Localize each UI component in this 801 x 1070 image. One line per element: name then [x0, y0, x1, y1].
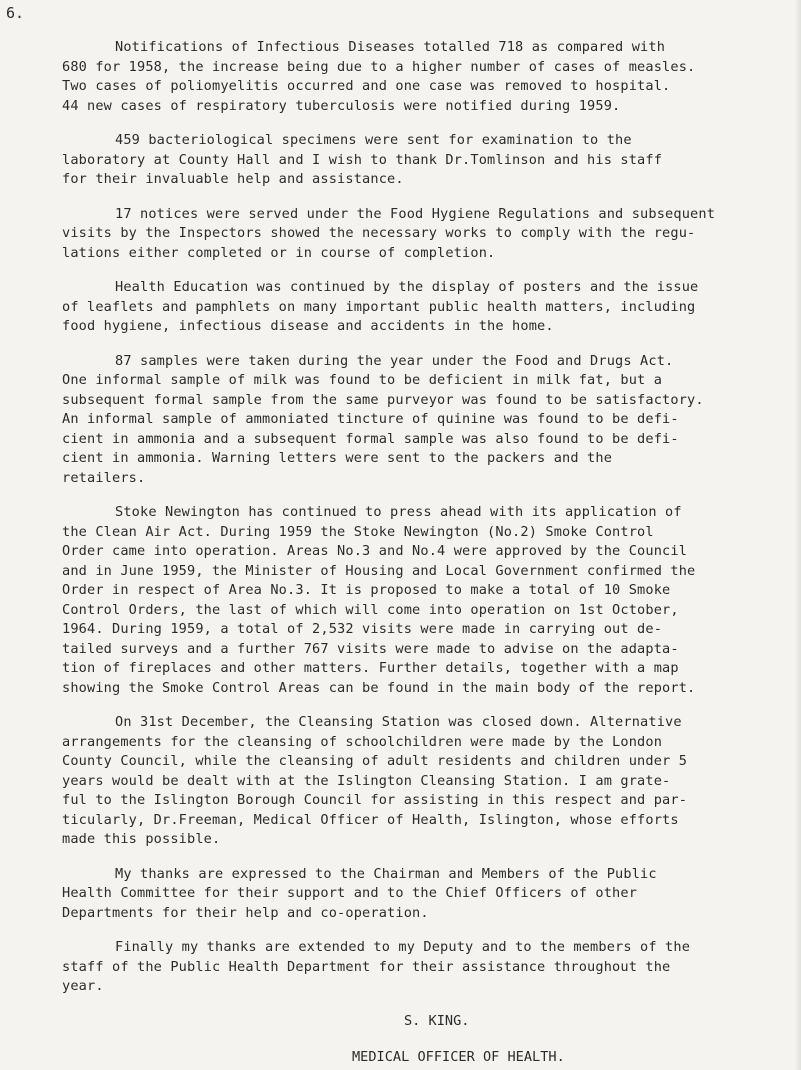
- text-line: year.: [62, 978, 104, 994]
- paragraph: [62, 865, 800, 924]
- text-line: showing the Smoke Control Areas can be found in the main body of the report.: [62, 679, 696, 696]
- signature-block: [62, 1012, 800, 1068]
- text-line: lations either completed or in course of completion.: [62, 244, 496, 261]
- text-line: 1964. During 1959, a total of 2,532 visits were made in carrying out de-: [62, 621, 663, 637]
- document-body: [62, 38, 800, 1068]
- text-line: ticularly, Dr.Freeman, Medical Officer of Health, Islington, whose efforts: [62, 811, 679, 828]
- text-line: made this possible.: [62, 831, 221, 847]
- text-line: subsequent formal sample from the same purveyor was found to be satisfactory.: [62, 391, 704, 408]
- text-line: years would be dealt with at the Islington Cleansing Station. I am grate-: [62, 772, 671, 789]
- text-line: staff of the Public Health Department for their assistance throughout the: [62, 958, 671, 975]
- text-line: cient in ammonia. Warning letters were sent to the packers and the: [62, 450, 613, 466]
- text-line: for their invaluable help and assistance.: [62, 171, 404, 187]
- text-line: Notifications of Infectious Diseases totalled 718 as compared with: [115, 39, 666, 55]
- text-line: tion of fireplaces and other matters. Further details, together with a map: [62, 660, 679, 676]
- text-line: Order in respect of Area No.3. It is proposed to make a total of 10 Smoke: [62, 582, 671, 598]
- text-line: 680 for 1958, the increase being due to a higher number of cases of measles.: [62, 58, 696, 75]
- text-line: cient in ammonia and a subsequent formal sample was also found to be defi-: [62, 430, 679, 447]
- text-line: of leaflets and pamphlets on many important public health matters, including: [62, 298, 696, 315]
- text-line: retailers.: [62, 469, 146, 486]
- paragraph: [62, 278, 800, 337]
- text-line: arrangements for the cleansing of schoolchildren were made by the London: [62, 733, 663, 750]
- text-line: the Clean Air Act. During 1959 the Stoke Newington (No.2) Smoke Control: [62, 523, 654, 540]
- text-line: and in June 1959, the Minister of Housing and Local Government confirmed the: [62, 562, 696, 579]
- signatory-name: S. KING.: [404, 1012, 470, 1029]
- text-line: Departments for their help and co-operation.: [62, 904, 429, 921]
- text-line: 87 samples were taken during the year under the Food and Drugs Act.: [115, 352, 674, 369]
- text-line: Order came into operation. Areas No.3 and No.4 were approved by the Council: [62, 543, 688, 559]
- text-line: tailed surveys and a further 767 visits were made to advise on the adapta-: [62, 640, 679, 657]
- paragraph: [62, 38, 800, 116]
- text-line: food hygiene, infectious disease and accidents in the home.: [62, 318, 554, 334]
- text-line: Stoke Newington has continued to press ahead with its application of: [115, 504, 682, 520]
- text-line: Control Orders, the last of which will come into operation on 1st October,: [62, 601, 679, 618]
- paragraph: [62, 713, 800, 850]
- paragraph-list: [62, 38, 800, 997]
- text-line: On 31st December, the Cleansing Station was closed down. Alternative: [115, 714, 682, 730]
- text-line: 44 new cases of respiratory tuberculosis were notified during 1959.: [62, 97, 621, 114]
- text-line: laboratory at County Hall and I wish to thank Dr.Tomlinson and his staff: [62, 151, 663, 168]
- paragraph: [62, 131, 800, 190]
- text-line: Two cases of poliomyelitis occurred and one case was removed to hospital.: [62, 78, 671, 94]
- paragraph: [62, 503, 800, 698]
- text-line: Finally my thanks are extended to my Deputy and to the members of the: [115, 939, 691, 955]
- page-edge-shadow: [795, 0, 801, 1070]
- page-number: 6.: [6, 4, 25, 22]
- paragraph: [62, 205, 800, 264]
- text-line: ful to the Islington Borough Council for assisting in this respect and par-: [62, 792, 688, 808]
- signatory-title: MEDICAL OFFICER OF HEALTH.: [352, 1049, 565, 1065]
- text-line: An informal sample of ammoniated tincture of quinine was found to be defi-: [62, 411, 679, 427]
- paragraph: [62, 938, 800, 997]
- text-line: 459 bacteriological specimens were sent for examination to the: [115, 132, 632, 148]
- text-line: County Council, while the cleansing of adult residents and children under 5: [62, 753, 688, 769]
- text-line: One informal sample of milk was found to be deficient in milk fat, but a: [62, 372, 663, 388]
- text-line: 17 notices were served under the Food Hygiene Regulations and subsequent: [115, 205, 716, 222]
- text-line: visits by the Inspectors showed the necessary works to comply with the regu-: [62, 225, 696, 241]
- text-line: My thanks are expressed to the Chairman and Members of the Public: [115, 865, 657, 882]
- paragraph: [62, 352, 800, 489]
- text-line: Health Education was continued by the display of posters and the issue: [115, 279, 699, 295]
- text-line: Health Committee for their support and to the Chief Officers of other: [62, 885, 638, 901]
